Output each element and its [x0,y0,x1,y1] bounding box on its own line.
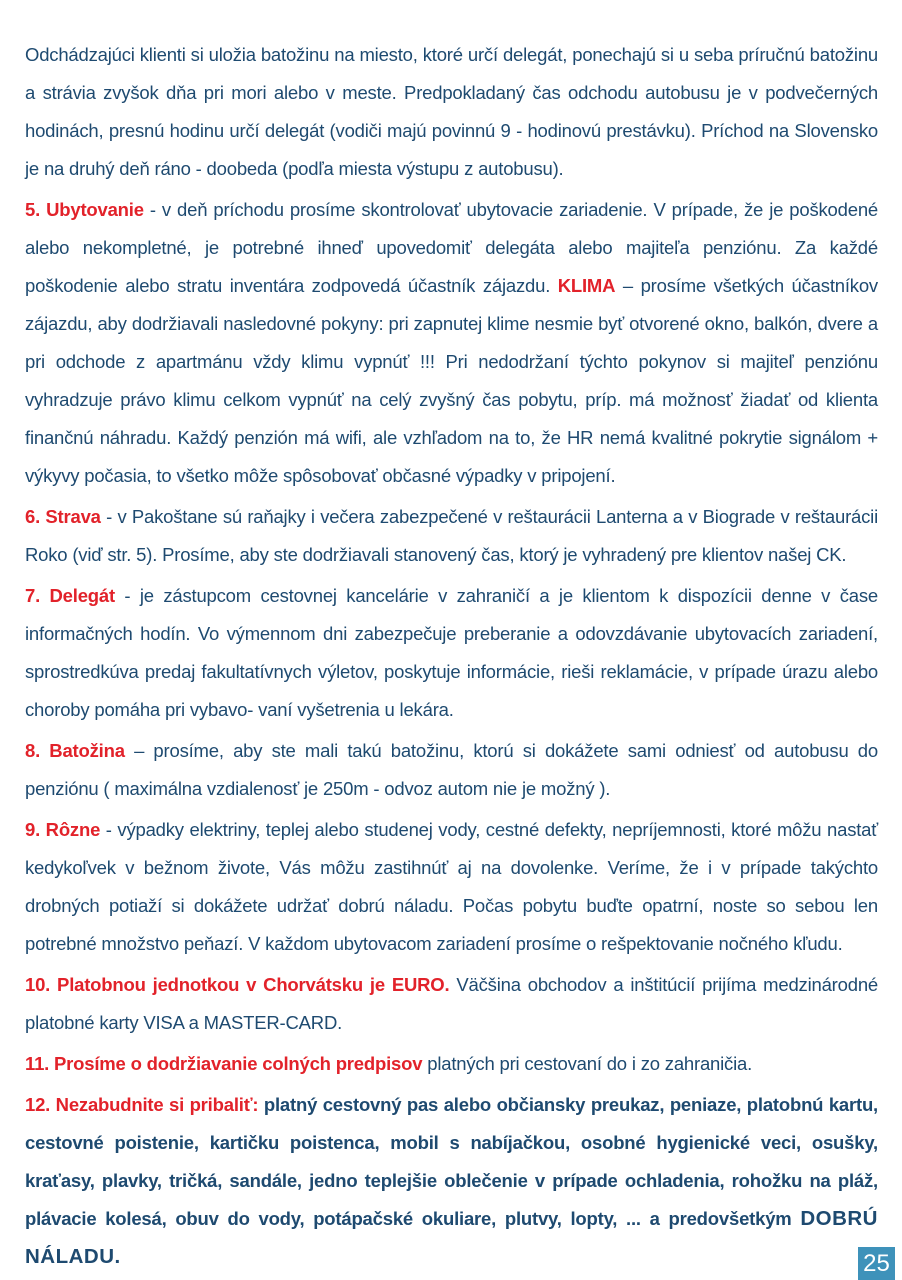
paragraph [25,498,878,574]
text-segment-body: - výpadky elektriny, teplej alebo studenej vody, cestné defekty, nepríjemnosti, ktoré môžu nastať kedykoľvek v bežnom živote, Vás môžu zastihnúť aj na dovolenke. Veríme, že i v prípade takýchto drobných potiaží si dokážete udržať dobrú náladu. Počas pobytu buďte opatrní, noste so sebou len potrebné množstvo peňazí. V každom ubytovacom zariadení prosíme o rešpektovanie nočného kľudu. [25,819,879,954]
text-segment-body: - v deň príchodu prosíme skontrolovať ubytovacie zariadenie. V prípade, že je poškodené alebo nekompletné, je potrebné ihneď upovedomiť delegáta alebo majiteľa penziónu. Za každé poškodenie alebo stratu inventára zodpovedá účastník zájazdu. [25,199,879,296]
text-segment-bold: platný cestovný pas alebo občiansky preukaz, peniaze, platobnú kartu, cestovné poistenie, kartičku poistenca, mobil s nabíjačkou, osobné hygienické veci, osušky, kraťasy, plavky, tričká, sandále, jedno teplejšie oblečenie v prípade ochladenia, rohožku na pláž, plávacie kolesá, obuv do vody, potápačské okuliare, plutvy, lopty, ... a predovšetkým [25,1094,878,1229]
text-segment-red: 11. Prosíme o dodržiavanie colných predpisov [25,1053,423,1074]
text-segment-red: 10. Platobnou jednotkou v Chorvátsku je EURO. [25,974,450,995]
text-segment-body: platných pri cestovaní do i zo zahraničia. [422,1053,753,1074]
text-segment-red: 7. Delegát [25,585,115,606]
text-segment-red: 5. Ubytovanie [25,199,144,220]
text-segment-body: - v Pakoštane sú raňajky i večera zabezpečené v reštaurácii Lanterna a v Biograde v reštaurácii Roko (viď str. 5). Prosíme, aby ste dodržiavali stanovený čas, ktorý je vyhradený pre klientov našej CK. [25,506,879,565]
text-segment-red: 8. Batožina [25,740,125,761]
text-segment-body: – prosíme všetkých účastníkov zájazdu, aby dodržiavali nasledovné pokyny: pri zapnutej klime nesmie byť otvorené okno, balkón, dvere a pri odchode z apartmánu vždy klimu vypnúť !!! Pri nedodržaní týchto pokynov si majiteľ penziónu vyhradzuje právo klimu celkom vypnúť na celý zvyšný čas pobytu, príp. má možnosť žiadať od klienta finančnú náhradu. Každý penzión má wifi, ale vzhľadom na to, že HR nemá kvalitné pokrytie signálom + výkyvy počasia, to všetko môže spôsobovať občasné výpadky v pripojení. [25,275,878,486]
document-body [25,36,878,1279]
text-segment-body: Väčšina obchodov a inštitúcií prijíma medzinárodné platobné karty VISA a MASTER-CARD. [25,974,878,1033]
text-segment-caps: DOBRÚ NÁLADU. [25,1207,878,1268]
text-segment-body: Odchádzajúci klienti si uložia batožinu na miesto, ktoré určí delegát, ponechajú si u seba príručnú batožinu a strávia zvyšok dňa pri mori alebo v meste. Predpokladaný čas odchodu autobusu je v podvečerných hodinách, presnú hodinu určí delegát (vodiči majú povinnú 9 - hodinovú prestávku). Príchod na Slovensko je na druhý deň ráno - doobeda (podľa miesta výstupu z autobusu). [25,44,878,179]
text-segment-red: 12. Nezabudnite si pribaliť: [25,1094,259,1115]
paragraph [25,732,878,808]
text-segment-body: - je zástupcom cestovnej kancelárie v zahraničí a je klientom k dispozícii denne v čase informačných hodín. Vo výmennom dni zabezpečuje preberanie a odovzdávanie ubytovacích zariadení, sprostredkúva predaj fakultatívnych výletov, poskytuje informácie, rieši reklamácie, v prípade úrazu alebo choroby pomáha pri vybavo- vaní vyšetrenia u lekára. [25,585,878,720]
paragraph [25,966,878,1042]
text-segment-red: 9. Rôzne [25,819,101,840]
paragraph [25,1086,878,1276]
paragraph [25,811,878,963]
text-segment-red: 6. Strava [25,506,101,527]
text-segment-red: KLIMA [557,275,616,296]
paragraph [25,191,878,495]
page-number-badge: 25 [858,1247,895,1280]
paragraph [25,1045,878,1083]
paragraph [25,577,878,729]
text-segment-body: – prosíme, aby ste mali takú batožinu, ktorú si dokážete sami odniesť od autobusu do penziónu ( maximálna vzdialenosť je 250m - odvoz autom nie je možný ). [25,740,878,799]
paragraph [25,36,878,188]
